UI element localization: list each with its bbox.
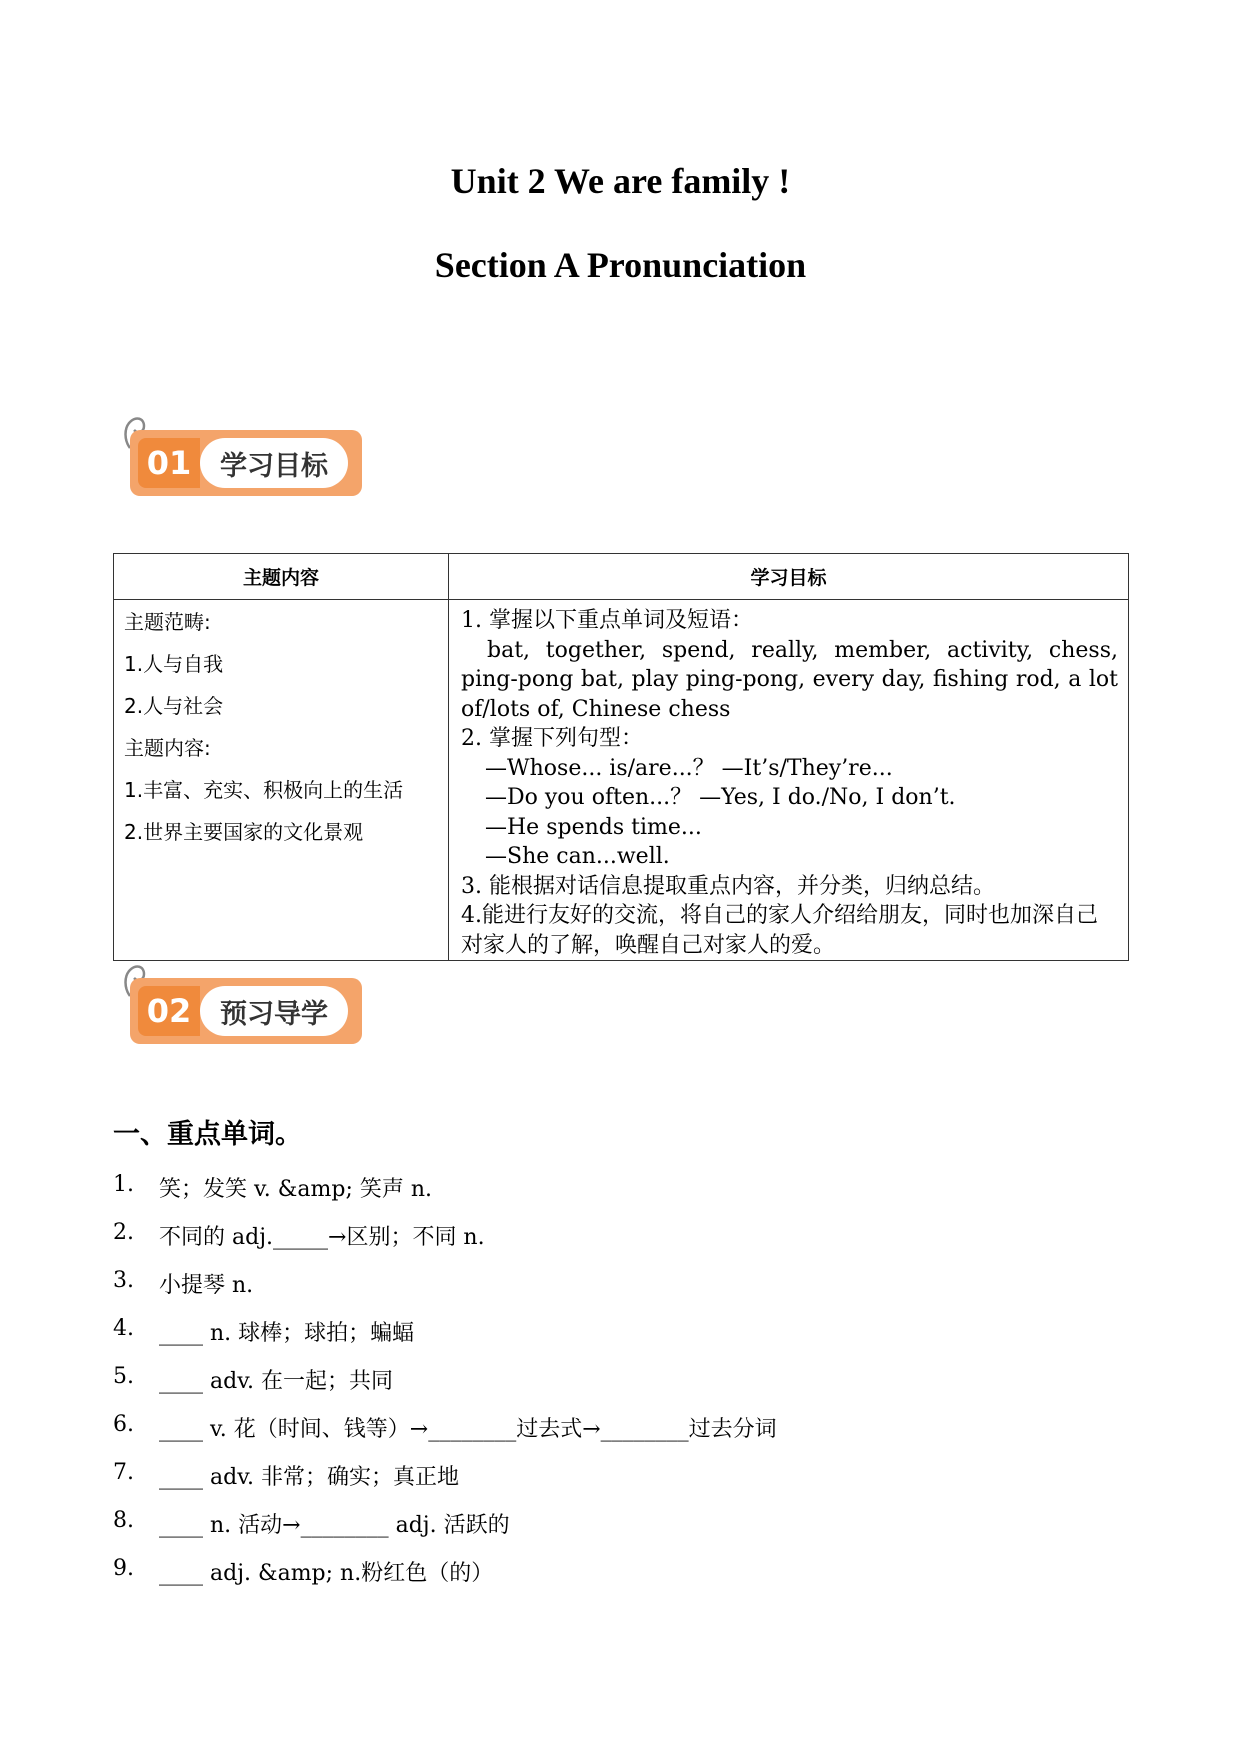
- item-text: 不同的 adj._____→区别；不同 n.: [159, 1225, 485, 1250]
- item-text: 笑；发笑 v. &amp; 笑声 n.: [159, 1177, 433, 1202]
- goals-table: [113, 553, 1129, 961]
- badge-preview-study: [130, 978, 362, 1044]
- table-header-goals: 学习目标: [449, 554, 1129, 600]
- sentence-pattern: —He spends time...: [485, 814, 702, 840]
- item-number: 8.: [113, 1508, 134, 1533]
- topic-line: 1.人与自我: [124, 652, 224, 676]
- sentence-pattern: —She can...well.: [485, 844, 670, 869]
- item-number: 1.: [113, 1172, 134, 1197]
- section-title: Section A Pronunciation: [434, 245, 807, 285]
- goals-cell: [449, 600, 1129, 961]
- item-number: 5.: [113, 1364, 134, 1389]
- table-header-topic: 主题内容: [114, 554, 449, 600]
- item-text: ____ v. 花（时间、钱等）→________过去式→________过去分词: [159, 1417, 777, 1442]
- item-number: 4.: [113, 1316, 134, 1341]
- goal-line: 1. 掌握以下重点单词及短语：: [461, 608, 753, 633]
- sentence-pattern: —Do you often...？ —Yes, I do./No, I don’t.: [485, 785, 956, 810]
- topic-line: 2.世界主要国家的文化景观: [124, 820, 364, 844]
- goal-line: 4.能进行友好的交流，将自己的家人介绍给朋友，同时也加深自己对家人的了解，唤醒自己对家人的爱。: [461, 903, 1098, 958]
- sentence-pattern: —Whose... is/are...？ —It’s/They’re...: [485, 755, 893, 781]
- topic-cell: [114, 600, 449, 961]
- badge-learning-goals: [130, 430, 362, 496]
- item-number: 9.: [113, 1556, 134, 1581]
- goal-line: 3. 能根据对话信息提取重点内容，并分类，归纳总结。: [461, 873, 995, 899]
- item-text: 小提琴 n.: [159, 1273, 254, 1298]
- item-text: ____ adj. &amp; n.粉红色（的）: [159, 1561, 494, 1586]
- badge-number: 01: [138, 438, 200, 488]
- badge-number: 02: [138, 986, 200, 1036]
- badge-label: 学习目标: [200, 438, 348, 488]
- badge-label: 预习导学: [200, 986, 348, 1036]
- item-number: 3.: [113, 1268, 134, 1293]
- goal-line: 2. 掌握下列句型：: [461, 726, 643, 751]
- item-number: 2.: [113, 1220, 134, 1245]
- item-number: 7.: [113, 1460, 134, 1485]
- item-number: 6.: [113, 1412, 134, 1437]
- topic-line: 主题内容:: [124, 736, 211, 760]
- unit-title: Unit 2 We are family !: [450, 161, 791, 201]
- item-text: ____ n. 活动→________ adj. 活跃的: [159, 1513, 510, 1538]
- topic-line: 1.丰富、充实、积极向上的生活: [124, 778, 404, 802]
- item-text: ____ n. 球棒；球拍；蝙蝠: [159, 1321, 415, 1346]
- vocab-heading: 一、重点单词。: [113, 1119, 302, 1150]
- topic-line: 2.人与社会: [124, 694, 224, 718]
- item-text: ____ adv. 非常；确实；真正地: [159, 1465, 459, 1490]
- item-text: ____ adv. 在一起；共同: [159, 1369, 393, 1394]
- goal-words: bat, together, spend, really, member, activity, chess, ping-pong bat, play ping-pong, every day, fishing rod, a lot of/lots of, Chinese chess: [461, 637, 1118, 722]
- topic-line: 主题范畴:: [124, 610, 211, 634]
